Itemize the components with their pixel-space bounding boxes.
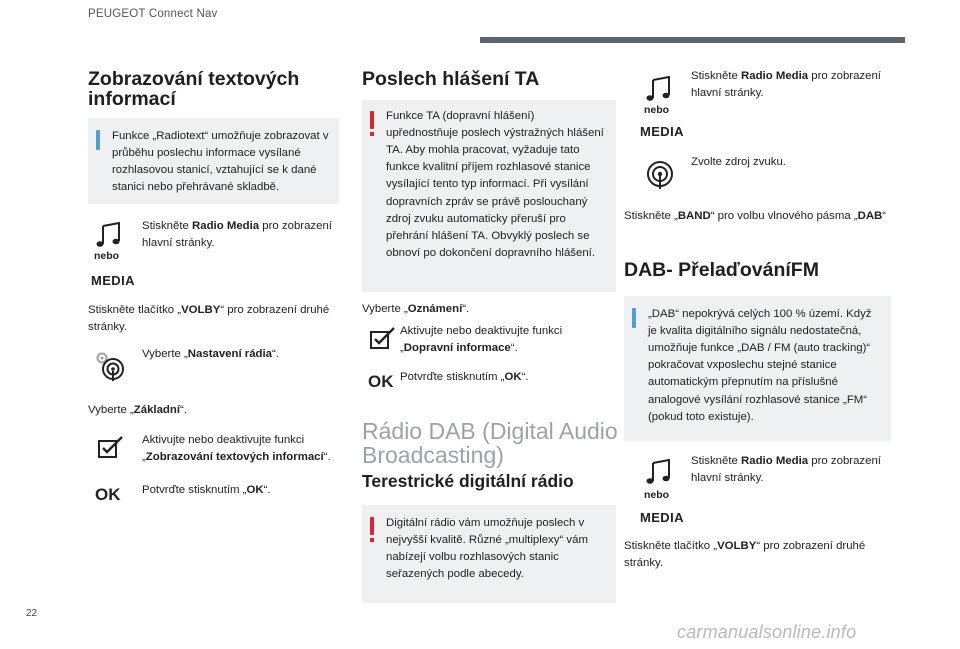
warning-box-text: Digitální rádio vám umožňuje poslech v nejvyšší kvalitě. Různé „multiplexy“ vám nabízejí volbu rozhlasových stanic seřazených podle abecedy. [386, 517, 588, 581]
heading-dab-fm: DAB- PřelaďováníFM [624, 259, 819, 281]
nebo-label: nebo [94, 250, 120, 262]
para-bold: VOLBY [717, 540, 757, 552]
para-text: “. [180, 404, 187, 416]
step-zobrazovani [142, 432, 340, 466]
info-box-dab-fm [624, 296, 891, 441]
step-text: “. [521, 371, 529, 383]
step-text: “. [510, 342, 518, 355]
para-text: “ pro zobrazení druhé stránky. [88, 304, 330, 334]
para-bold: Oznámení [407, 303, 463, 315]
step-text: Vyberte „ [142, 348, 188, 360]
step-bold: Radio Media [741, 70, 809, 82]
step-text: Aktivujte nebo deaktivujte funkci „ [400, 325, 563, 355]
step-text: pro zobrazení hlavní stránky. [691, 70, 881, 100]
para-text: Vyberte „ [362, 303, 408, 315]
step-radio-media [691, 68, 886, 102]
warning-box-dab [362, 505, 616, 603]
para-band [624, 208, 889, 225]
step-text: Stiskněte [691, 455, 742, 467]
step-potvrdte-2 [400, 369, 610, 386]
info-box-text: Funkce „Radiotext“ umožňuje zobrazovat v průběhu poslechu informace vysílané rozhlasovou stanicí, vztahující se k dané stanici nebo přehrávané skladbě. [112, 130, 329, 194]
step-potvrdte [142, 482, 332, 499]
para-text: “ pro zobrazení druhé stránky. [624, 540, 866, 570]
warning-marker [370, 111, 374, 129]
heading-text-info: Zobrazování textových informací [88, 68, 300, 111]
media-label: MEDIA [91, 273, 135, 288]
warning-box-text: Funkce TA (dopravní hlášení) upřednostňuje poslech výstražných hlášení TA. Aby mohla pracovat, vyžaduje tato funkce kvalitní příjem rozhlasové stanice vysílající tento typ informací. Při vysílání dopravních zpráv se právě poslouchaný zdroj zvuku automaticky přeruší pro přehrání hlášení TA. Obvyklý poslech se obnoví po dokončení dopravního hlášení. [386, 110, 604, 259]
step-nastaveni-radia [142, 346, 332, 363]
radio-source-icon [646, 160, 674, 190]
step-radio-media [142, 218, 332, 252]
para-text: Stiskněte tlačítko „ [624, 540, 718, 552]
media-label: MEDIA [640, 510, 684, 525]
checkbox-icon [370, 327, 396, 349]
step-bold: Nastavení rádia [187, 348, 273, 360]
para-text: “. [462, 303, 470, 315]
heading-ta: Poslech hlášení TA [362, 68, 540, 90]
para-text: “ pro volbu vlnového pásma „ [710, 210, 858, 222]
warning-marker [370, 517, 374, 535]
music-note-icon [645, 76, 673, 102]
radio-settings-icon [94, 350, 126, 382]
para-text: “ [882, 210, 887, 222]
heading-terestricke: Terestrické digitální rádio [362, 471, 574, 491]
page-number: 22 [26, 608, 38, 619]
step-zdroj-zvuku: Zvolte zdroj zvuku. [691, 156, 786, 168]
heading-dab: Rádio DAB (Digital Audio Broadcasting) [362, 418, 618, 469]
warning-dot [370, 132, 374, 136]
step-text: “. [263, 484, 271, 496]
ok-icon: OK [368, 372, 394, 391]
para-bold: DAB [857, 210, 883, 222]
step-bold: Zobrazování textových informací [145, 451, 324, 464]
para-text: Vyberte „ [88, 404, 134, 416]
step-text: “. [272, 348, 279, 360]
para-bold: VOLBY [181, 304, 221, 316]
media-label: MEDIA [640, 124, 684, 139]
nebo-label: nebo [644, 489, 670, 501]
step-text: Stiskněte [691, 70, 742, 82]
step-text: Potvrďte stisknutím „ [400, 371, 505, 383]
step-text: Potvrďte stisknutím „ [142, 484, 247, 496]
step-text: pro zobrazení hlavní stránky. [691, 455, 881, 485]
info-marker [632, 308, 636, 328]
step-bold: Radio Media [192, 220, 260, 232]
step-text: Stiskněte [142, 220, 193, 232]
info-marker [96, 130, 100, 150]
header-title: PEUGEOT Connect Nav [88, 8, 218, 20]
step-text: Aktivujte nebo deaktivujte funkci „ [142, 434, 305, 464]
para-text: Stiskněte „ [624, 210, 678, 222]
checkbox-icon [98, 436, 124, 458]
step-dopravni-informace [400, 323, 615, 357]
para-bold: Základní [133, 404, 181, 416]
watermark: carmanualsonline.info [677, 622, 857, 642]
step-bold: OK [504, 371, 522, 383]
warning-dot [370, 538, 374, 542]
step-bold: Dopravní informace [403, 342, 511, 355]
para-zakladni [88, 402, 338, 419]
ok-icon: OK [95, 485, 121, 504]
step-bold: OK [246, 484, 264, 496]
music-note-icon [95, 222, 123, 248]
step-radio-media-2 [691, 453, 886, 487]
para-oznameni [362, 301, 612, 318]
step-text: pro zobrazení hlavní stránky. [142, 220, 332, 250]
nebo-label: nebo [644, 104, 670, 116]
step-text: “. [323, 451, 331, 464]
info-box-radiotext [88, 118, 339, 204]
para-bold: BAND [677, 210, 711, 222]
warning-box-ta [362, 100, 616, 292]
para-volby [88, 302, 338, 336]
step-bold: Radio Media [741, 455, 809, 467]
para-volby-2 [624, 538, 889, 572]
para-text: Stiskněte tlačítko „ [88, 304, 182, 316]
header-bar [480, 37, 905, 43]
info-box-text: „DAB“ nepokrývá celých 100 % území. Když je kvalita digitálního signálu nedostatečná, umožňuje funkce „DAB / FM (auto tracking)“ pokračovat vxposlechu stejné stanice automatickým přepnutím na příslušné analogové vysílání rozhlasové stanice „FM“ (pokud toto existuje). [648, 308, 872, 423]
music-note-icon [645, 459, 673, 485]
